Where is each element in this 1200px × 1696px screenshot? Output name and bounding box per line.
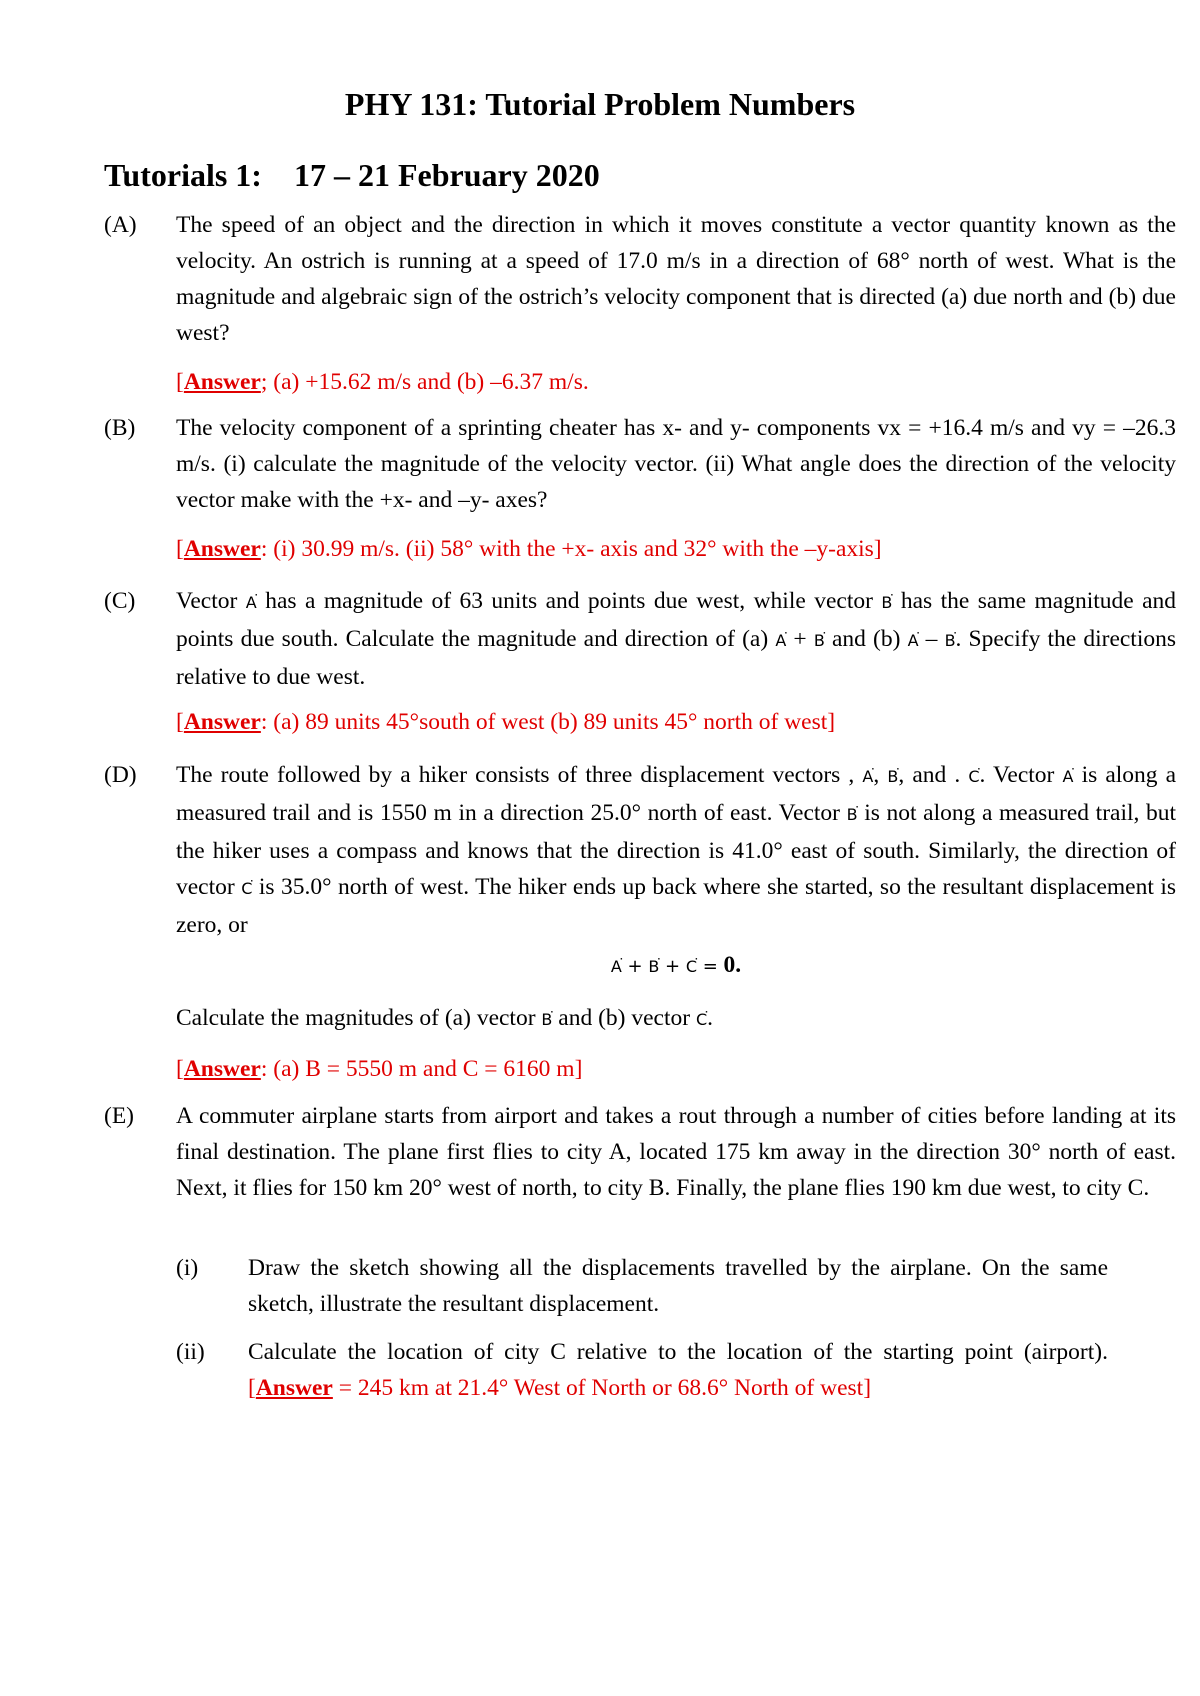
answer-value: ; (a) +15.62 m/s and (b) –6.37 m/s. (260, 369, 589, 395)
vector-c-symbol: C ˙ (686, 957, 697, 976)
answer-value: : (i) 30.99 m/s. (ii) 58° with the +x- axis and 32° with the –y-axis] (260, 536, 882, 562)
problem-label: (A) (104, 212, 137, 238)
text-segment: . Vector (979, 762, 1055, 788)
problem-a-text: The speed of an object and the direction in which it moves constitute a vector quantity known as the velocity. An ostrich is running at a speed of 17.0 m/s in a direction of 68° north of west. What is the magnitude and algebraic sign of the ostrich’s velocity component that is directed (a) due north and (b) due west? (176, 212, 1176, 346)
text-segment: and (b) (831, 626, 901, 652)
vector-b-symbol: B ˙ (847, 805, 858, 824)
problem-label: (E) (104, 1103, 135, 1129)
text-segment: and (b) vector (558, 1005, 691, 1031)
answer-bracket: [ (176, 536, 184, 562)
problem-text (176, 207, 1176, 351)
vector-b-symbol: B ˙ (648, 957, 659, 976)
problem-e-text: A commuter airplane starts from airport and takes a rout through a number of cities before landing at its final destination. The plane first flies to city A, located 175 km away in the direction 30° north of east. Next, it flies for 150 km 20° west of north, to city B. Finally, the plane flies 190 km due west, to city C. (176, 1103, 1176, 1201)
text-segment: is 35.0° north of west. The hiker ends up back where she started, so the resultant displacement is zero, or (176, 874, 1177, 938)
sub-text-body: Calculate the location of city C relative to the location of the starting point (airport). (248, 1339, 1108, 1365)
equation-zero: 0. (723, 952, 742, 978)
text-segment: . Specify the directions relative to due west. (176, 626, 1177, 690)
answer-word: Answer (183, 536, 261, 562)
problem-d-text: The route followed by a hiker consists of three displacement vectors , A ˙, B ˙, and . C ˙. Vector A ˙ is along a measured trail and is 1550 m in a direction 25.0° north of east. Vector B ˙ is not along a measured trail, but the hiker uses a compass and knows that the direction is 41.0° east of south. Similarly, the direction of vector C ˙ is 35.0° north of west. The hiker ends up back where she started, so the resultant displacement is zero, or (176, 757, 1176, 943)
answer-line (176, 531, 882, 567)
problem-label: (C) (104, 588, 136, 614)
text-segment: is not along a measured trail, but the hiker uses a compass and knows that the direction is 41.0° east of south. Similarly, the direction of vector (176, 800, 1177, 900)
answer-word: Answer (183, 709, 261, 735)
answer-line (176, 1051, 582, 1087)
vector-a-symbol: A ˙ (908, 631, 919, 650)
answer-bracket: [ (176, 1056, 184, 1082)
answer-value: = 245 km at 21.4° West of North or 68.6° North of west] (332, 1375, 872, 1401)
problem-text (176, 410, 1176, 518)
sub-label: (ii) (176, 1339, 205, 1365)
text-segment: Calculate the magnitudes of (a) vector (176, 1005, 536, 1031)
problem-b-text: The velocity component of a sprinting cheater has x- and y- components vx = +16.4 m/s and vy = –26.3 m/s. (i) calculate the magnitude of the velocity vector. (ii) What angle does the direction of the velocity vector make with the +x- and –y- axes? (176, 415, 1176, 513)
problem-c-text (176, 583, 1176, 695)
vector-b-symbol: B ˙ (945, 631, 956, 650)
problem-text (176, 583, 1176, 695)
operator: – (925, 626, 938, 652)
vector-c-symbol: C ˙ (696, 1010, 707, 1029)
answer-value: : (a) B = 5550 m and C = 6160 m] (260, 1056, 583, 1082)
text-segment: . (707, 1005, 714, 1031)
answer-line (176, 704, 835, 740)
text-segment: and . (912, 762, 961, 788)
answer-inline (248, 1375, 871, 1401)
tutorial-heading: Tutorials 1: 17 – 21 February 2020 (104, 157, 600, 193)
answer-bracket: [ (248, 1375, 256, 1401)
answer-word: Answer (255, 1375, 333, 1401)
operator: + (793, 626, 807, 652)
vector-b-symbol: B ˙ (881, 593, 892, 612)
text-segment: Vector (176, 588, 238, 614)
vector-a-symbol: A ˙ (1063, 767, 1074, 786)
answer-value: : (a) 89 units 45°south of west (b) 89 units 45° north of west] (260, 709, 836, 735)
problem-text (176, 757, 1176, 943)
answer-line (176, 364, 589, 400)
answer-bracket: [ (176, 709, 184, 735)
vector-a-symbol: A ˙ (775, 631, 786, 650)
answer-bracket: [ (176, 369, 184, 395)
page-title: PHY 131: Tutorial Problem Numbers (344, 86, 856, 122)
vector-c-symbol: C ˙ (968, 767, 979, 786)
vector-a-symbol: A ˙ (611, 957, 622, 976)
vector-equation: A ˙ + B ˙ + C ˙ = 0. (176, 947, 1176, 985)
vector-b-symbol: B ˙ (887, 767, 898, 786)
vector-b-symbol: B ˙ (541, 1010, 552, 1029)
calc-line (176, 1000, 1176, 1038)
text-segment: has a magnitude of 63 units and points due west, while vector (265, 588, 873, 614)
vector-a-symbol: A ˙ (862, 767, 873, 786)
answer-word: Answer (183, 369, 261, 395)
problem-label: (D) (104, 762, 137, 788)
sub-text: Draw the sketch showing all the displacements travelled by the airplane. On the same sketch, illustrate the resultant displacement. (248, 1255, 1108, 1317)
text-segment: is along a measured trail and is 1550 m in a direction 25.0° north of east. Vector (176, 762, 1177, 826)
text-segment: has the same magnitude and points due south. Calculate the magnitude and direction of (a) (176, 588, 1177, 652)
problem-text (176, 1098, 1176, 1206)
sub-label: (i) (176, 1255, 199, 1281)
text-segment: The route followed by a hiker consists of three displacement vectors , (176, 762, 855, 788)
answer-word: Answer (183, 1056, 261, 1082)
sub-text (248, 1334, 1108, 1406)
vector-b-symbol: B ˙ (814, 631, 825, 650)
vector-a-symbol: A ˙ (246, 593, 257, 612)
problem-label: (B) (104, 415, 136, 441)
vector-c-symbol: C ˙ (241, 879, 252, 898)
